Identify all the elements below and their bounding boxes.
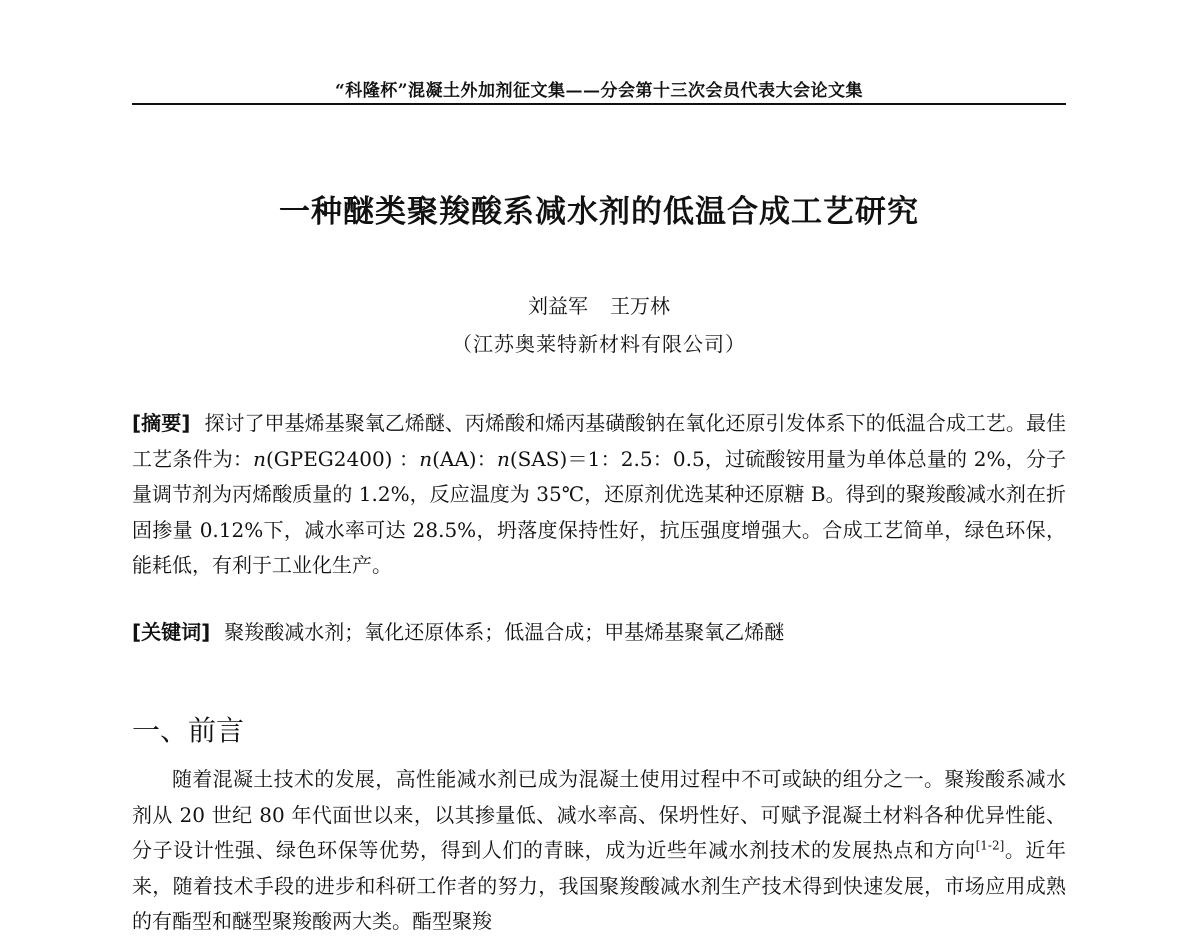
citation-ref[interactable]: [1-2] — [975, 838, 1005, 853]
author-name: 刘益军 — [528, 294, 588, 318]
ratio-separator: ： — [476, 446, 497, 471]
keywords — [132, 616, 1066, 648]
gpeg-term: (GPEG2400) — [265, 446, 393, 471]
ratio-separator: ： — [399, 446, 420, 471]
aa-term: (AA) — [432, 446, 477, 471]
abstract — [132, 406, 1066, 584]
mole-symbol: n — [419, 446, 433, 471]
intro-text-part: 。近年来，随着技术手段的进步和科研工作者的努力，我国聚羧酸减水剂生产技术得到快速发展，市场应用成熟的有酯型和醚型聚羧酸两大类。酯型聚羧 — [132, 838, 1067, 933]
intro-text-part: 随着混凝土技术的发展，高性能减水剂已成为混凝土使用过程中不可或缺的组分之一。聚羧酸系减水剂从 20 世纪 80 年代面世以来，以其掺量低、减水率高、保坍性好、可赋予混凝土材料各种优异性能、分子设计性强、绿色环保等优势，得到人们的青睐，成为近些年减水剂技术的发展热点和方向 — [132, 767, 1066, 862]
keywords-text: 聚羧酸减水剂；氧化还原体系；低温合成；甲基烯基聚氧乙烯醚 — [224, 620, 785, 644]
section-heading: 一、前言 — [132, 714, 245, 747]
author-name: 王万林 — [610, 294, 670, 318]
paper-title: 一种醚类聚羧酸系减水剂的低温合成工艺研究 — [279, 194, 919, 230]
mole-symbol: n — [253, 446, 266, 471]
author-list — [132, 290, 1066, 319]
mole-symbol: n — [496, 446, 510, 471]
sas-term: (SAS) — [509, 446, 568, 471]
keywords-label: [关键词] — [132, 620, 211, 644]
intro-paragraph — [132, 762, 1066, 940]
abstract-text-part: 探讨了甲基烯基聚氧乙烯醚、丙烯酸和烯丙基磺酸钠在氧化还原引发体系下的低温合成工艺。最佳工艺条件为： — [132, 411, 1067, 471]
affiliation: （江苏奥莱特新材料有限公司） — [452, 332, 746, 356]
header-rule — [132, 103, 1066, 105]
running-header: “科隆杯”混凝土外加剂征文集——分会第十三次会员代表大会论文集 — [334, 81, 864, 101]
abstract-label: [摘要] — [132, 411, 191, 435]
abstract-text-part: ＝1：2.5：0.5，过硫酸铵用量为单体总量的 2%，分子量调节剂为丙烯酸质量的 1.2%，反应温度为 35℃，还原剂优选某种还原糖 B。得到的聚羧酸减水剂在折固掺量 0.12%下，减水率可达 28.5%，坍落度保持性好，抗压强度增强大。合成工艺简单，绿色环保，能耗低，有利于工业化生产。 — [132, 446, 1067, 577]
